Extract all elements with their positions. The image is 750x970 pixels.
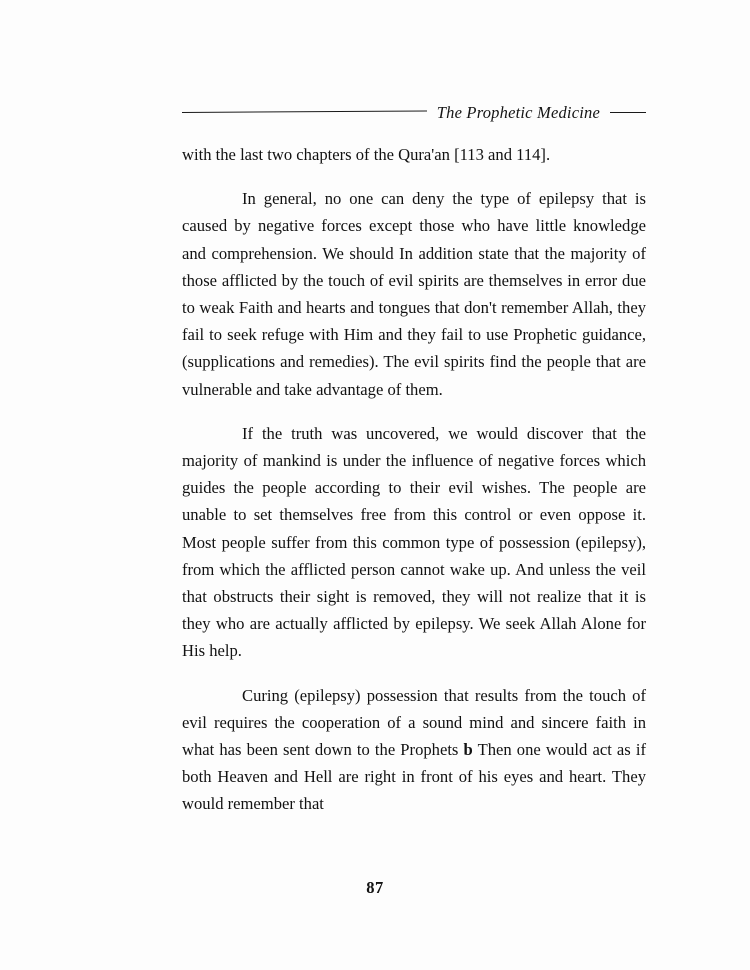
- paragraph-in-general: In general, no one can deny the type of epilepsy that is caused by negative forces except those who have little knowledge and comprehension. We should In addition state that the majority of those afflicted by the touch of evil spirits are themselves in error due to weak Faith and hearts and tongues that don't remember Allah, they fail to seek refuge with Him and they fail to use Prophetic guidance, (supplications and remedies). The evil spirits find the people that are vulnerable and take advantage of them.: [182, 189, 646, 399]
- paragraph-curing-part-1: Curing (epilepsy) possession that results from the touch of evil requires the cooperation of a sound mind and sincere faith in what has been sent down to the Prophets: [182, 685, 646, 760]
- body-text: [182, 141, 646, 818]
- honorific-glyph: b: [463, 740, 473, 760]
- header-rule-left-icon: [182, 110, 427, 112]
- page-title: The Prophetic Medicine: [436, 103, 600, 122]
- header-rule-right-icon: [610, 112, 646, 113]
- page-number: 87: [366, 878, 384, 897]
- paragraph-if-the-truth: If the truth was uncovered, we would discover that the majority of mankind is under the influence of negative forces which guides the people according to their evil wishes. The people are unable to set themselves free from this control or even oppose it. Most people suffer from this common type of possession (epilepsy), from which the afflicted person cannot wake up. And unless the veil that obstructs their sight is removed, they will not realize that it is they who are actually afflicted by epilepsy. We seek Allah Alone for His help.: [182, 423, 646, 661]
- running-header: [182, 100, 646, 126]
- paragraph-continuation: with the last two chapters of the Qura'an [113 and 114].: [182, 145, 551, 164]
- paragraph-curing-part-2: Then one would act as if both Heaven and Hell are right in front of his eyes and heart. They would remember that: [182, 740, 646, 814]
- paragraph-curing: [182, 682, 646, 818]
